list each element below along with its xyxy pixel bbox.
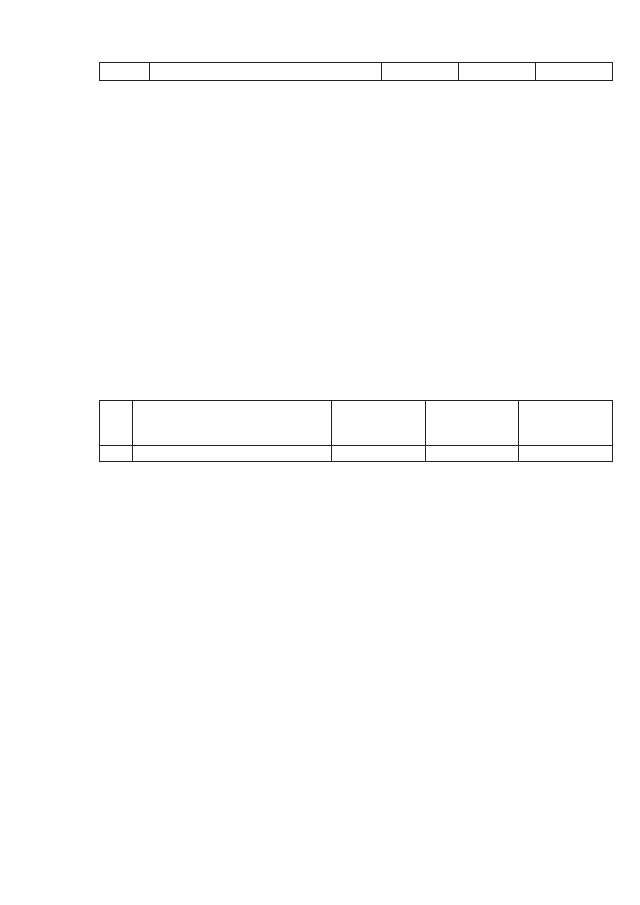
colnum-4 (425, 446, 519, 462)
subvention-table-header (100, 401, 613, 446)
subvention-table-head (100, 401, 613, 446)
continued-header-col-2 (150, 63, 381, 81)
colnum-3 (332, 446, 426, 462)
header-2021 (425, 401, 519, 446)
subvention-table-colnums (100, 446, 613, 462)
continued-table (99, 62, 613, 81)
continued-header-col-4 (458, 63, 535, 81)
continued-table-header (100, 63, 613, 81)
colnum-1 (100, 446, 133, 462)
header-2022 (519, 401, 613, 446)
continued-header-col-1 (100, 63, 150, 81)
continued-table-body (100, 63, 613, 81)
header-name (132, 401, 332, 446)
header-2020 (332, 401, 426, 446)
continued-header-col-5 (535, 63, 612, 81)
column-number-row (100, 446, 613, 462)
header-num (100, 401, 133, 446)
continued-header-col-3 (381, 63, 458, 81)
colnum-5 (519, 446, 613, 462)
subvention-table (99, 400, 613, 462)
colnum-2 (132, 446, 332, 462)
